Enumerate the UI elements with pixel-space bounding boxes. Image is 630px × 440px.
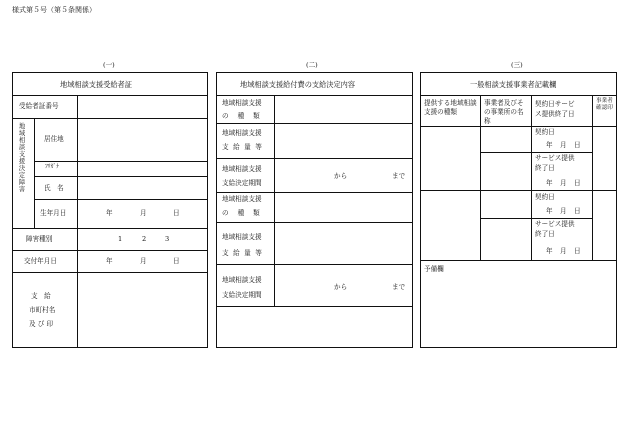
p2-amount1-label-b: 支 給 量 等 xyxy=(222,143,264,151)
p2-type1-label-a: 地域相談支援 xyxy=(222,99,262,107)
p2-period1-label-a: 地域相談支援 xyxy=(222,165,262,173)
panel3-title: 一般相談支援事業者記載欄 xyxy=(470,80,557,89)
p3-col4-header: 事業者確認印 xyxy=(596,98,613,112)
p2-period2-label-a: 地域相談支援 xyxy=(222,276,262,284)
disability-type-label: 障害種別 xyxy=(26,235,53,243)
recipient-no-label: 受給者証番号 xyxy=(19,102,59,110)
disability-type-3: 3 xyxy=(165,235,170,243)
p3-r2-month: 月 xyxy=(560,207,567,215)
p3-r1-end-b: 終了日 xyxy=(535,164,555,172)
panel3-number: (三) xyxy=(511,61,523,69)
p2-period2-label-b: 支給決定期間 xyxy=(222,291,262,299)
form-title: 様式第５号（第５条関係） xyxy=(12,6,96,14)
p3-r1-end-month: 月 xyxy=(560,179,567,187)
municipality-line3: 及 び 印 xyxy=(29,320,53,328)
p3-r1-end-day: 日 xyxy=(574,179,581,187)
p3-r1-end-year: 年 xyxy=(546,179,553,187)
p3-r2-end-day: 日 xyxy=(574,247,581,255)
municipality-line1: 支 給 xyxy=(31,292,51,300)
p3-r2-end-year: 年 xyxy=(546,247,553,255)
p2-amount1-label-a: 地域相談支援 xyxy=(222,129,262,137)
p3-r1-end-a: サービス提供 xyxy=(535,154,575,162)
p3-r2-end-month: 月 xyxy=(560,247,567,255)
p2-period1-until: まで xyxy=(392,172,406,180)
p3-r2-end-a: サービス提供 xyxy=(535,220,575,228)
disability-type-2: 2 xyxy=(142,235,147,243)
p3-r1-month: 月 xyxy=(560,141,567,149)
decision-vertical-label: 地域相談支援決定障害 xyxy=(18,123,26,194)
dob-month: 月 xyxy=(140,209,147,217)
name-label: 氏 名 xyxy=(44,184,64,192)
p3-r2-day: 日 xyxy=(574,207,581,215)
p2-type2-label-b: の 種 類 xyxy=(222,209,261,217)
disability-type-1: 1 xyxy=(118,235,123,243)
p2-type2-label-a: 地域相談支援 xyxy=(222,195,262,203)
p2-period1-from: から xyxy=(334,172,348,180)
panel2-title: 地域相談支援給付費の支給決定内容 xyxy=(240,80,356,89)
municipality-line2: 市町村名 xyxy=(29,306,56,314)
p3-r2-end-b: 終了日 xyxy=(535,230,555,238)
p3-notes-label: 予備欄 xyxy=(424,265,444,273)
p3-r1-contract: 契約日 xyxy=(535,128,555,136)
p3-r2-year: 年 xyxy=(546,207,553,215)
dob-label: 生年月日 xyxy=(40,209,67,217)
panel1-number: (一) xyxy=(103,61,115,69)
p2-amount2-label-a: 地域相談支援 xyxy=(222,233,262,241)
address-label: 居住地 xyxy=(44,135,64,143)
p3-r2-contract: 契約日 xyxy=(535,193,555,201)
p2-period1-label-b: 支給決定期間 xyxy=(222,179,262,187)
p3-r1-day: 日 xyxy=(574,141,581,149)
dob-day: 日 xyxy=(173,209,180,217)
issue-month: 月 xyxy=(140,257,147,265)
issue-date-label: 交付年月日 xyxy=(24,257,57,265)
p3-col3-header-b: ス提供終了日 xyxy=(535,110,575,118)
p2-period2-until: まで xyxy=(392,283,406,291)
issue-year: 年 xyxy=(106,257,113,265)
p3-col1-header: 提供する地域相談支援の種類 xyxy=(424,99,477,116)
p2-type1-label-b: の 種 類 xyxy=(222,112,261,120)
issue-day: 日 xyxy=(173,257,180,265)
furigana-label: ﾌﾘｶﾞﾅ xyxy=(45,164,59,170)
panel2-number: (二) xyxy=(306,61,318,69)
p3-col2-header: 事業者及びその事業所の名称 xyxy=(484,99,524,125)
p3-col3-header-a: 契約日サービ xyxy=(535,100,575,108)
panel1-title: 地域相談支援受給者証 xyxy=(60,80,132,89)
p2-amount2-label-b: 支 給 量 等 xyxy=(222,249,264,257)
dob-year: 年 xyxy=(106,209,113,217)
p3-r1-year: 年 xyxy=(546,141,553,149)
p2-period2-from: から xyxy=(334,283,348,291)
